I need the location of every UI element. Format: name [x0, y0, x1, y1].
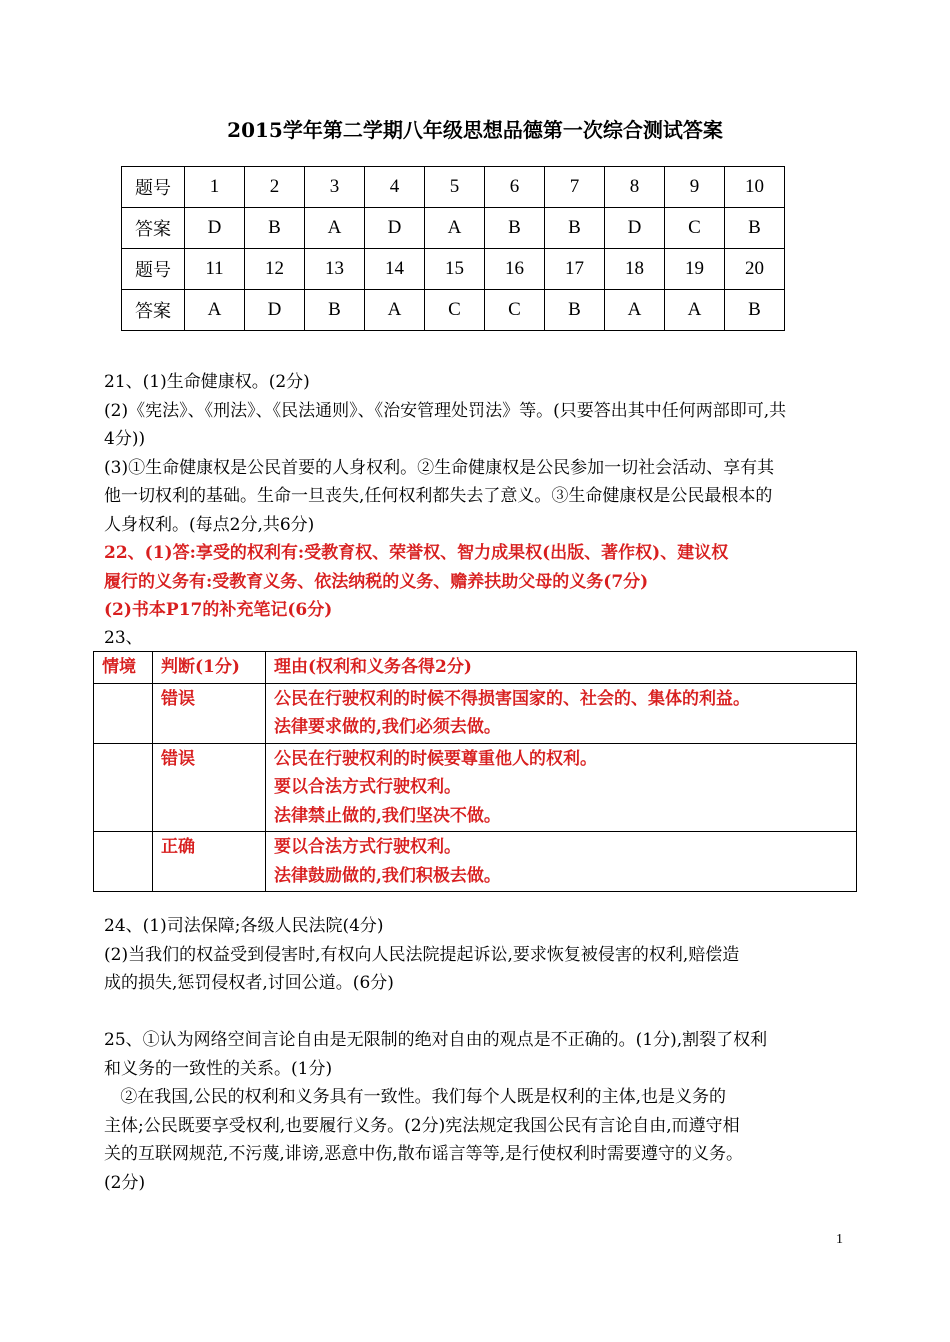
answer-table-row	[122, 167, 785, 208]
q23-judgement-cell: 正确	[153, 832, 266, 892]
answer-table-cell: D	[185, 208, 245, 249]
q25-line: 和义务的一致性的关系。(1分)	[104, 1058, 333, 1079]
answer-table-cell: B	[545, 208, 605, 249]
q22-line: 履行的义务有:受教育义务、依法纳税的义务、赡养扶助父母的义务(7分)	[104, 571, 649, 592]
answer-table-cell: 20	[725, 249, 785, 290]
q22-line: 22、(1)答:享受的权利有:受教育权、荣誉权、智力成果权(出版、著作权)、建议权	[104, 543, 729, 563]
q25-line: ②在我国,公民的权利和义务具有一致性。我们每个人既是权利的主体,也是义务的	[104, 1087, 727, 1107]
q23-reason-line: 公民在行驶权利的时候要尊重他人的权利。	[274, 748, 597, 769]
answer-table-cell: 7	[545, 167, 605, 208]
q23-reason-line: 法律鼓励做的,我们积极去做。	[274, 865, 501, 886]
q23-table-row	[94, 832, 857, 892]
answer-table-cell: 3	[305, 167, 365, 208]
q25-line: (2分)	[104, 1172, 146, 1193]
q21-line: (3)①生命健康权是公民首要的人身权利。②生命健康权是公民参加一切社会活动、享有其	[104, 457, 775, 478]
q23-reason-line: 法律要求做的,我们必须去做。	[274, 717, 501, 737]
q24-answer	[104, 912, 852, 998]
q21-line: 人身权利。(每点2分,共6分)	[104, 514, 315, 535]
answer-table-cell: A	[425, 208, 485, 249]
q22-line: (2)书本P17的补充笔记(6分)	[104, 600, 333, 620]
q23-label: 23、	[104, 628, 143, 648]
page-number: 1	[836, 1232, 843, 1247]
answer-table-cell: C	[665, 208, 725, 249]
answer-table-cell: 14	[365, 249, 425, 290]
q24-line: 成的损失,惩罚侵权者,讨回公道。(6分)	[104, 973, 394, 993]
q24-line: 24、(1)司法保障;各级人民法院(4分)	[104, 916, 384, 936]
answer-table-cell: B	[485, 208, 545, 249]
answer-table-cell: 5	[425, 167, 485, 208]
q23-table-row	[94, 683, 857, 743]
q23-judgement-cell: 错误	[153, 683, 266, 743]
page-title: 2015学年第二学期八年级思想品德第一次综合测试答案	[227, 118, 723, 142]
q23-header-cell: 情境	[94, 652, 153, 684]
q25-line: 25、①认为网络空间言论自由是无限制的绝对自由的观点是不正确的。(1分),割裂了权利	[104, 1030, 768, 1050]
q23-reason-line: 法律禁止做的,我们坚决不做。	[274, 805, 501, 826]
answer-table-cell: B	[245, 208, 305, 249]
q23-table-header	[94, 652, 857, 684]
answer-table-cell: 8	[605, 167, 665, 208]
answer-table-cell: C	[425, 290, 485, 331]
answer-table-cell: 16	[485, 249, 545, 290]
q23-reason-line: 要以合法方式行驶权利。	[274, 777, 461, 797]
answer-table-row	[122, 208, 785, 249]
q21-line: 21、(1)生命健康权。(2分)	[104, 372, 310, 392]
answer-table-cell: 12	[245, 249, 305, 290]
answer-table-cell: 18	[605, 249, 665, 290]
q23-header-cell: 理由(权利和义务各得2分)	[266, 652, 857, 684]
answer-table-cell: 9	[665, 167, 725, 208]
answer-table-cell: B	[725, 208, 785, 249]
q23-scenario-cell	[94, 743, 153, 832]
q25-line: 关的互联网规范,不污蔑,诽谤,恶意中伤,散布谣言等等,是行使权利时需要遵守的义务。	[104, 1144, 744, 1164]
answer-table-cell: D	[605, 208, 665, 249]
answer-table-cell: A	[305, 208, 365, 249]
answer-table-cell: 19	[665, 249, 725, 290]
q21-line: (2)《宪法》、《刑法》、《民法通则》、《治安管理处罚法》等。(只要答出其中任何两部即可,共	[104, 400, 787, 421]
answer-table-cell: A	[185, 290, 245, 331]
answer-table-cell: 17	[545, 249, 605, 290]
q23-scenario-cell	[94, 683, 153, 743]
answer-table	[121, 166, 785, 331]
q23-scenario-cell	[94, 832, 153, 892]
answer-table-cell: B	[305, 290, 365, 331]
q23-reason-cell	[266, 832, 857, 892]
answer-table-cell: 10	[725, 167, 785, 208]
answer-table-row-label: 题号	[122, 167, 185, 208]
answer-table-cell: B	[725, 290, 785, 331]
answer-table-row-label: 题号	[122, 249, 185, 290]
answer-table-cell: A	[665, 290, 725, 331]
answer-table-cell: C	[485, 290, 545, 331]
q24-line: (2)当我们的权益受到侵害时,有权向人民法院提起诉讼,要求恢复被侵害的权利,赔偿造	[104, 944, 740, 965]
q21-answer	[104, 368, 852, 539]
q22-answer	[104, 539, 852, 625]
q23-reason-cell	[266, 743, 857, 832]
q23-judgement-cell: 错误	[153, 743, 266, 832]
q23-reason-line: 公民在行驶权利的时候不得损害国家的、社会的、集体的利益。	[274, 688, 750, 709]
q23-reason-cell	[266, 683, 857, 743]
answer-table-row-label: 答案	[122, 208, 185, 249]
q21-line: 4分))	[104, 429, 146, 449]
q23-reason-line: 要以合法方式行驶权利。	[274, 837, 461, 857]
answer-table-cell: A	[605, 290, 665, 331]
answer-table-cell: 6	[485, 167, 545, 208]
answer-table-cell: 15	[425, 249, 485, 290]
q25-line: 主体;公民既要享受权利,也要履行义务。(2分)宪法规定我国公民有言论自由,而遵守相	[104, 1115, 740, 1136]
answer-table-cell: A	[365, 290, 425, 331]
answer-table-row	[122, 290, 785, 331]
answer-table-cell: D	[365, 208, 425, 249]
answer-table-cell: 11	[185, 249, 245, 290]
answer-table-cell: 4	[365, 167, 425, 208]
answer-table-row-label: 答案	[122, 290, 185, 331]
answer-table-cell: D	[245, 290, 305, 331]
q21-line: 他一切权利的基础。生命一旦丧失,任何权利都失去了意义。③生命健康权是公民最根本的	[104, 486, 773, 506]
q23-table	[93, 651, 857, 892]
answer-table-row	[122, 249, 785, 290]
answer-table-cell: 1	[185, 167, 245, 208]
answer-table-cell: B	[545, 290, 605, 331]
answer-table-cell: 13	[305, 249, 365, 290]
q25-answer	[104, 1026, 852, 1197]
q23-table-row	[94, 743, 857, 832]
answer-table-cell: 2	[245, 167, 305, 208]
q23-header-cell: 判断(1分)	[153, 652, 266, 684]
